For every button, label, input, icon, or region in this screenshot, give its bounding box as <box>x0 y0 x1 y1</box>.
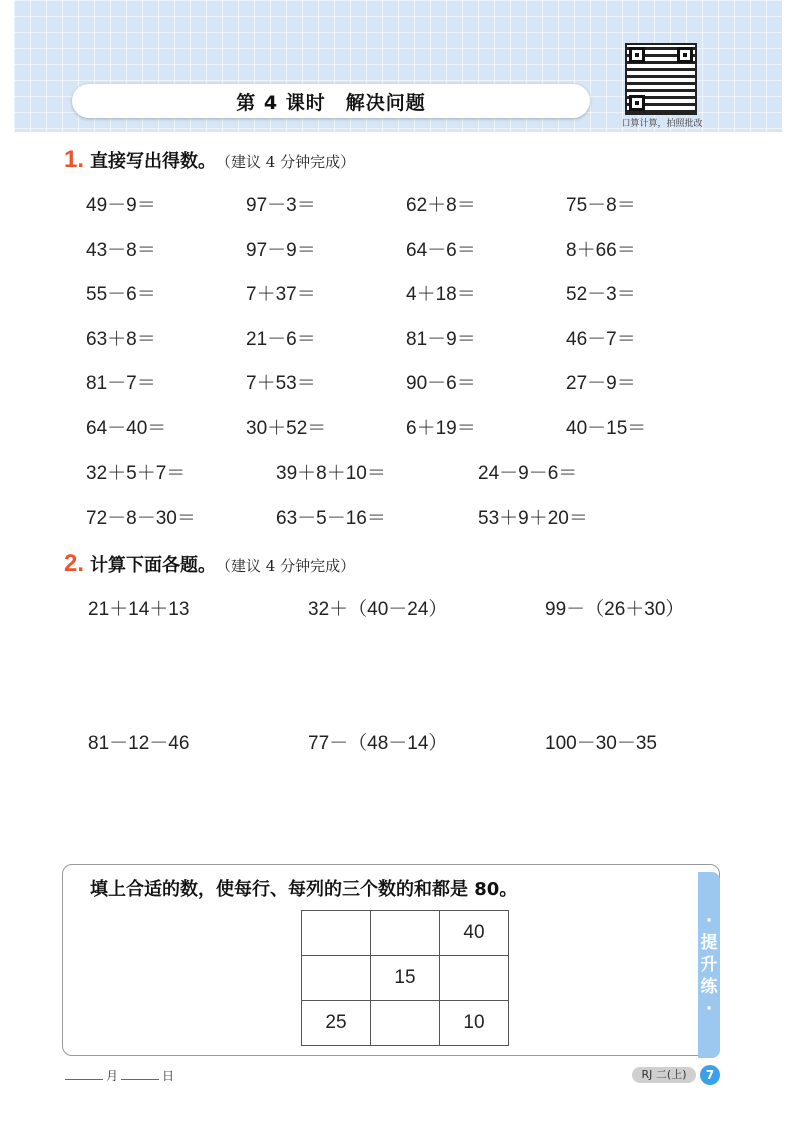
oral-problem: 7＋37＝ <box>246 284 316 305</box>
extension-tab-char: 提 <box>700 932 718 953</box>
qr-finder <box>677 47 693 63</box>
section2-heading <box>64 550 355 578</box>
qr-code-icon[interactable] <box>625 43 697 115</box>
chain-problem: 39＋8＋10＝ <box>276 463 386 484</box>
oral-problem: 97－9＝ <box>246 239 316 261</box>
extension-tab-char: · <box>705 999 713 1020</box>
chain-problem: 72－8－30＝ <box>86 508 196 529</box>
calc-problem: 21＋14＋13 <box>88 599 190 620</box>
section2-hint: （建议 4 分钟完成） <box>216 557 356 575</box>
oral-problem: 21－6＝ <box>246 328 316 350</box>
oral-problem: 62＋8＝ <box>406 195 476 216</box>
oral-problem: 63＋8＝ <box>86 328 156 350</box>
extension-tab-char: · <box>705 910 713 931</box>
magic-cell[interactable]: 40 <box>440 911 509 956</box>
magic-cell[interactable]: 25 <box>302 1001 371 1046</box>
section1-hint: （建议 4 分钟完成） <box>216 153 356 171</box>
oral-problem: 49－9＝ <box>86 195 156 216</box>
chain-problem: 24－9－6＝ <box>478 463 578 484</box>
magic-cell[interactable]: 15 <box>371 956 440 1001</box>
oral-problem: 6＋19＝ <box>406 417 476 439</box>
extension-tab-char: 升 <box>700 954 718 975</box>
magic-cell[interactable] <box>440 956 509 1001</box>
oral-problem: 43－8＝ <box>86 239 156 261</box>
chain-problem: 53＋9＋20＝ <box>478 508 588 529</box>
oral-problem: 55－6＝ <box>86 284 156 305</box>
oral-problem: 8＋66＝ <box>566 239 636 261</box>
section1-title: 直接写出得数。 <box>90 151 217 172</box>
magic-cell[interactable] <box>302 911 371 956</box>
calc-problem: 32＋（40－24） <box>308 599 448 620</box>
date-line <box>62 1067 174 1084</box>
month-blank[interactable] <box>65 1079 103 1080</box>
oral-problem: 7＋53＝ <box>246 373 316 394</box>
month-label: 月 <box>106 1069 119 1083</box>
day-label: 日 <box>162 1069 175 1083</box>
qr-finder <box>629 47 645 63</box>
calc-problem: 77－（48－14） <box>308 733 448 754</box>
chain-problem: 32＋5＋7＝ <box>86 463 186 484</box>
lesson-title: 第 4 课时 解决问题 <box>236 91 426 114</box>
oral-problem: 30＋52＝ <box>246 417 327 439</box>
qr-finder <box>629 95 645 111</box>
qr-caption: 口算计算，拍照批改 <box>621 119 703 129</box>
extension-question: 填上合适的数，使每行、每列的三个数的和都是 80。 <box>90 879 518 900</box>
magic-cell[interactable] <box>371 911 440 956</box>
section1-heading <box>64 146 355 174</box>
page-number: 7 <box>700 1065 720 1085</box>
oral-problem: 40－15＝ <box>566 417 647 439</box>
calc-problem: 100－30－35 <box>545 733 657 754</box>
oral-problem: 46－7＝ <box>566 328 636 350</box>
oral-problem: 64－40＝ <box>86 417 167 439</box>
extension-tab-char: 练 <box>700 977 718 998</box>
oral-problem: 97－3＝ <box>246 195 316 216</box>
oral-problem: 4＋18＝ <box>406 284 476 305</box>
oral-problem: 64－6＝ <box>406 239 476 261</box>
calc-problem: 99－（26＋30） <box>545 599 685 620</box>
magic-cell[interactable] <box>371 1001 440 1046</box>
oral-problem: 81－7＝ <box>86 373 156 394</box>
oral-problem: 52－3＝ <box>566 284 636 305</box>
oral-problem: 90－6＝ <box>406 373 476 394</box>
lesson-title-bar <box>72 84 590 118</box>
oral-problem: 75－8＝ <box>566 195 636 216</box>
oral-problem: 81－9＝ <box>406 328 476 350</box>
chain-problem: 63－5－16＝ <box>276 508 386 529</box>
day-blank[interactable] <box>121 1079 159 1080</box>
calc-problem: 81－12－46 <box>88 733 190 754</box>
section2-number: 2. <box>64 550 85 577</box>
magic-square-grid <box>301 910 509 1046</box>
section2-title: 计算下面各题。 <box>90 555 217 576</box>
oral-problem: 27－9＝ <box>566 373 636 394</box>
magic-cell[interactable]: 10 <box>440 1001 509 1046</box>
magic-cell[interactable] <box>302 956 371 1001</box>
grade-badge: RJ 二(上) <box>632 1067 696 1083</box>
section1-number: 1. <box>64 146 85 173</box>
extension-tab <box>698 872 720 1058</box>
